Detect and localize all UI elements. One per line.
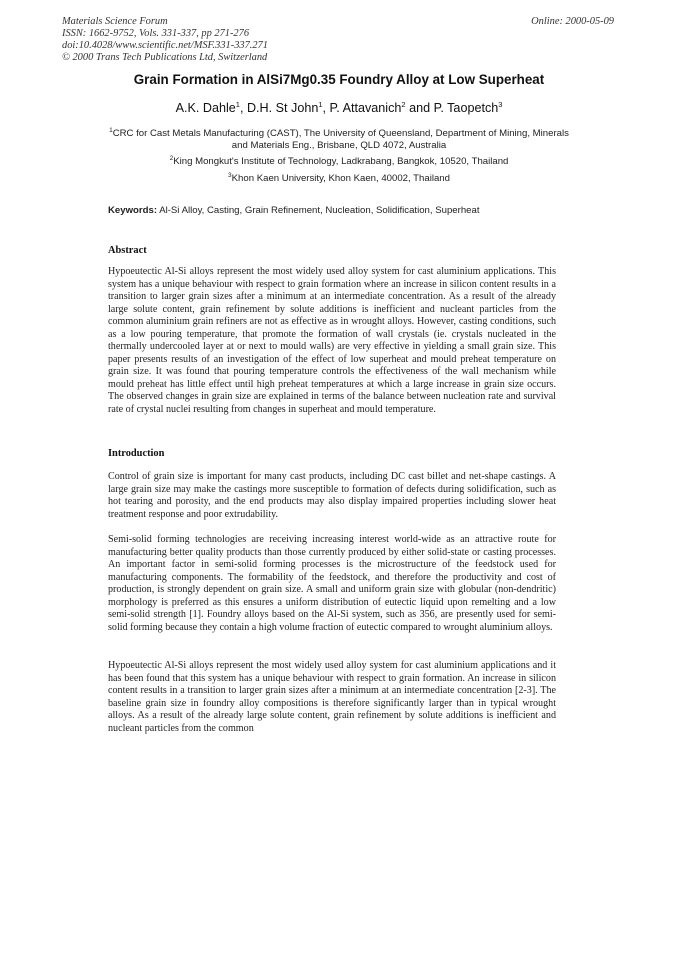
author-name: D.H. St John <box>246 101 319 116</box>
affiliation-number: 2 <box>169 155 174 162</box>
author-affiliation-mark: 1 <box>235 100 240 109</box>
author-list <box>70 100 608 115</box>
affiliation-text: Khon Kaen University, Khon Kaen, 40002, Thailand <box>231 173 450 185</box>
affiliation-1 <box>100 125 578 152</box>
affiliation-2 <box>100 153 578 168</box>
introduction-heading: Introduction <box>108 448 165 459</box>
paper-title: Grain Formation in AlSi7Mg0.35 Foundry Alloy at Low Superheat <box>133 72 545 87</box>
author-affiliation-mark: 3 <box>498 100 503 109</box>
affiliation-3 <box>100 170 578 185</box>
author-affiliation-mark: 1 <box>318 100 323 109</box>
author-name: P. Attavanich <box>329 101 402 116</box>
author-name: A.K. Dahle <box>175 101 236 116</box>
copyright-line: © 2000 Trans Tech Publications Ltd, Switzerland <box>62 52 268 63</box>
author-name: P. Taopetch <box>433 101 499 116</box>
author-separator: , <box>322 101 330 116</box>
author-separator: and <box>405 101 434 116</box>
introduction-paragraph-2: Semi-solid forming technologies are receiving increasing interest world-wide as an attractive route for manufacturing better quality products than those currently produced by either solid-state or casting processes. An important factor in semi-solid forming processes is the microstructure of the feedstock used for manufacturing components. The formability of the feedstock, and therefore the productivity and cost of production, is strongly dependent on grain size. A small and uniform grain size with globular (non-dendritic) morphology is preferred as this ensures a uniform distribution of eutectic liquid upon remelting and a low semi-solid strength [1]. Foundry alloys based on the Al-Si system, such as 356, are presently used for semi-solid forming because they contain a high volume fraction of eutectic compared to wrought aluminium alloys. <box>108 534 556 633</box>
introduction-paragraph-3: Hypoeutectic Al-Si alloys represent the most widely used alloy system for cast aluminium applications and it has been found that this system has a unique behaviour with respect to grain formation. An increase in silicon content results in a transition to larger grain sizes after a minimum at an intermediate concentration [2-3]. The baseline grain size in foundry alloy compositions is therefore significantly larger than in typical wrought alloys. As a result of the already large solute content, grain refinement by solute additions is inefficient and nucleant particles from the common <box>108 660 556 734</box>
affiliation-text: King Mongkut's Institute of Technology, Ladkrabang, Bangkok, 10520, Thailand <box>173 156 509 168</box>
keywords-line <box>108 205 568 216</box>
affiliation-number: 3 <box>228 172 232 179</box>
affiliation-text: CRC for Cast Metals Manufacturing (CAST), The University of Queensland, Department of Mining, Minerals and Materials Eng., Brisbane, QLD 4072, Australia <box>112 128 569 152</box>
abstract-paragraph: Hypoeutectic Al-Si alloys represent the most widely used alloy system for cast aluminium applications. This system has a unique behaviour with respect to grain formation where an increase in silicon content results in a transition to larger grain sizes after a minimum at an intermediate concentration. As a result of the already large solute content, grain refinement by solute additions is inefficient and nucleant particles from the common aluminium grain refiners are not as effective as in wrought alloys. However, casting conditions, such as a low pouring temperature, that promote the formation of wall crystals (ie. crystals nucleated in the thermally undercooled layer at or next to mould walls) are very effective in yielding a small grain size. This paper presents results of an investigation of the effect of low superheat and mould preheat temperature on grain size. It was found that pouring temperature controls the effectiveness of the wall mechanism while mould preheat has little effect until high preheat temperatures at which a large increase in grain size occurs. The observed changes in grain size are explained in terms of the balance between nucleation rate and survival rate of crystal nuclei resulting from changes in superheat and mould temperature. <box>108 266 556 416</box>
keywords-text: Al-Si Alloy, Casting, Grain Refinement, Nucleation, Solidification, Superheat <box>159 205 480 216</box>
author-separator: , <box>239 101 247 116</box>
journal-header <box>62 16 268 64</box>
abstract-heading: Abstract <box>108 245 147 256</box>
keywords-label: Keywords: <box>108 205 158 216</box>
author-affiliation-mark: 2 <box>401 100 406 109</box>
affiliation-number: 1 <box>109 127 113 134</box>
journal-name: Materials Science Forum <box>62 16 168 27</box>
doi-line[interactable]: doi:10.4028/www.scientific.net/MSF.331-337.271 <box>62 40 268 51</box>
introduction-paragraph-1: Control of grain size is important for many cast products, including DC cast billet and net-shape castings. A large grain size may make the castings more susceptible to formation of defects during solidification, such as hot tearing and porosity, and the end products may also display impaired properties including slower heat treatment response and poor extrudability. <box>108 471 556 520</box>
issn-line: ISSN: 1662-9752, Vols. 331-337, pp 271-276 <box>62 28 250 39</box>
online-date: Online: 2000-05-09 <box>531 16 614 27</box>
